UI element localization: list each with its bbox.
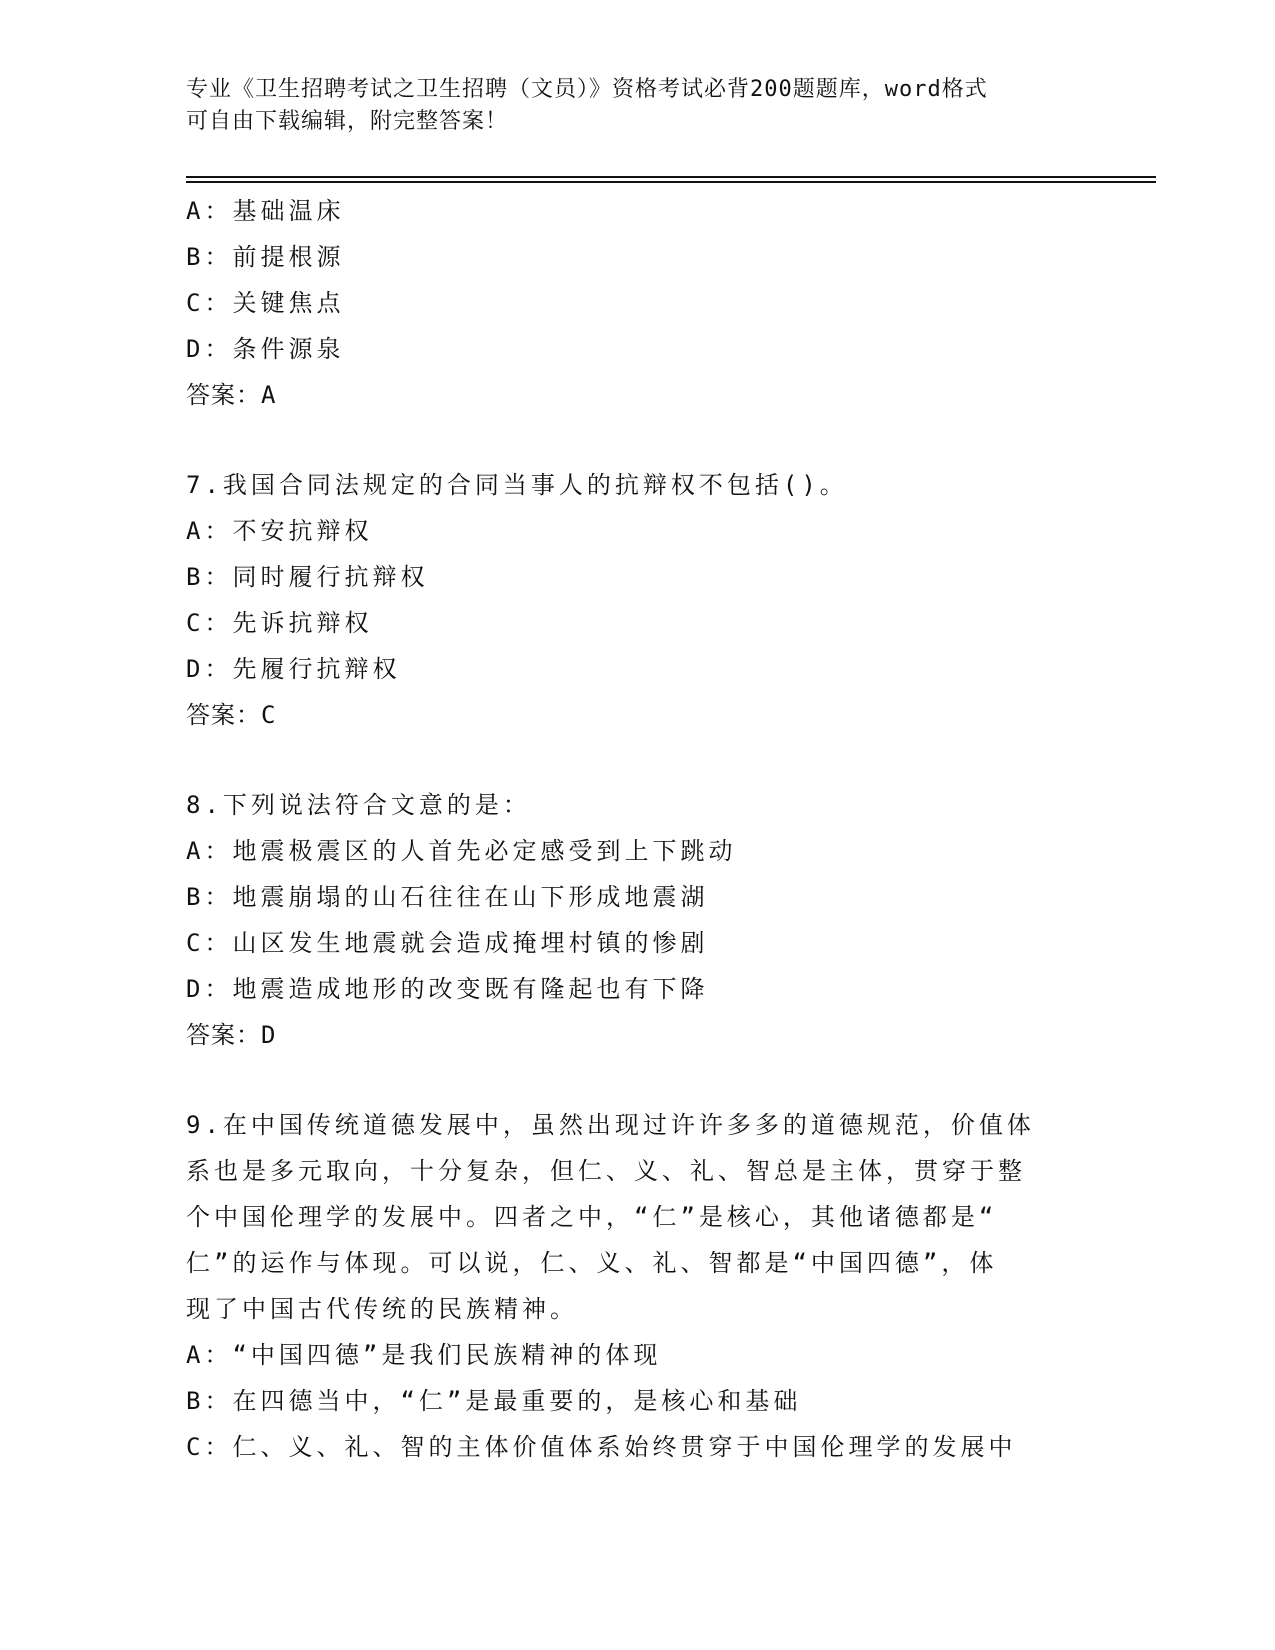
header-divider-top xyxy=(186,176,1156,178)
answer-line: 答案：C xyxy=(186,701,277,729)
option-c: C：仁、义、礼、智的主体价值体系始终贯穿于中国伦理学的发展中 xyxy=(186,1433,1017,1461)
answer-line: 答案：D xyxy=(186,1021,277,1049)
header-title-line-1: 专业《卫生招聘考试之卫生招聘（文员）》资格考试必背200题题库，word格式 xyxy=(186,77,988,102)
question-stem-line-2: 系也是多元取向，十分复杂，但仁、义、礼、智总是主体，贯穿于整 xyxy=(186,1157,1026,1185)
option-c: C：先诉抗辩权 xyxy=(186,609,373,637)
spacer xyxy=(186,418,1086,462)
spacer xyxy=(186,738,1086,782)
option-b: B：前提根源 xyxy=(186,243,345,271)
option-c: C：山区发生地震就会造成掩埋村镇的惨剧 xyxy=(186,929,709,957)
option-b: B：在四德当中，“仁”是最重要的，是核心和基础 xyxy=(186,1387,802,1415)
answer-line: 答案：A xyxy=(186,381,277,409)
question-stem-line-3: 个中国伦理学的发展中。四者之中，“仁”是核心，其他诸德都是“ xyxy=(186,1203,998,1231)
question-9 xyxy=(186,1102,1086,1470)
option-a: A：基础温床 xyxy=(186,197,345,225)
spacer xyxy=(186,1058,1086,1102)
question-8 xyxy=(186,782,1086,1058)
option-a: A：不安抗辩权 xyxy=(186,517,373,545)
option-a: A：“中国四德”是我们民族精神的体现 xyxy=(186,1341,662,1369)
question-stem-line-1: 9.在中国传统道德发展中，虽然出现过许许多多的道德规范，价值体 xyxy=(186,1111,1035,1139)
question-list xyxy=(186,188,1086,1470)
header-title-line-2: 可自由下载编辑，附完整答案！ xyxy=(186,109,509,134)
option-d: D：先履行抗辩权 xyxy=(186,655,401,683)
document-header xyxy=(186,74,1066,138)
option-c: C：关键焦点 xyxy=(186,289,345,317)
question-stem: 7.我国合同法规定的合同当事人的抗辩权不包括()。 xyxy=(186,471,848,499)
option-d: D：条件源泉 xyxy=(186,335,345,363)
question-stem: 8.下列说法符合文意的是： xyxy=(186,791,531,819)
question-stem-line-4: 仁”的运作与体现。可以说，仁、义、礼、智都是“中国四德”，体 xyxy=(186,1249,998,1277)
option-d: D：地震造成地形的改变既有隆起也有下降 xyxy=(186,975,709,1003)
option-b: B：地震崩塌的山石往往在山下形成地震湖 xyxy=(186,883,709,911)
question-6 xyxy=(186,188,1086,418)
option-a: A：地震极震区的人首先必定感受到上下跳动 xyxy=(186,837,737,865)
question-7 xyxy=(186,462,1086,738)
header-divider-bottom xyxy=(186,181,1156,183)
question-stem-line-5: 现了中国古代传统的民族精神。 xyxy=(186,1295,578,1323)
option-b: B：同时履行抗辩权 xyxy=(186,563,429,591)
